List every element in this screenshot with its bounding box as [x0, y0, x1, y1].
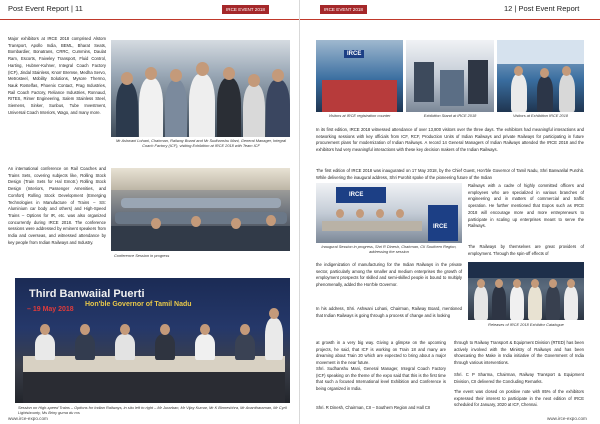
rted-paragraph: through to Railway Transport & Equipment Division (RTED) has been actively involved with the Ministry of Railways and has been showcasing the Make in India initiative of the Government of India through various interventions.	[454, 340, 584, 366]
guest-head	[495, 279, 503, 288]
employment-paragraph: The Railways by themselves are great providers of employment. Through the spin-off effects of	[468, 244, 584, 256]
photo-exhibition-stand	[406, 40, 494, 112]
panelist-head	[200, 324, 210, 335]
panelist-head	[40, 324, 50, 335]
visitor	[511, 74, 527, 112]
hall-ceiling	[111, 168, 290, 190]
indigenization-paragraph: the indigenization of manufacturing for the Indian Railways in the private sector, particularly among the smaller and medium enterprises the growth of employment prospects for skilled and semi-skilled people is bound to multiply phenomenally, added the Hon'ble Governor.	[316, 262, 462, 288]
stand-panel	[468, 60, 488, 104]
guest-head	[477, 279, 485, 288]
railways-paragraph: Railways with a cadre of highly committed officers and employees who are specialized in various branches of engineering and in matters of commercial and traffic operation. He further mentioned that Expos such as IRCE 2018 will encourage more and more entrepreneurs to participate in scaling up enterprises meant to serve the Railways.	[468, 183, 584, 229]
right-header-badge: IRCE EVENT 2018	[320, 5, 367, 14]
right-header	[300, 0, 600, 20]
guest-head	[567, 279, 575, 288]
attendance-paragraph: In its first edition, IRCE 2018 witnessed attendance of over 13,800 visitors over the three days. The exhibitors had meaningful interactions and networking sessions with key officials from ICF, RCF, Production Units of Indian Railways and private Railways for participating in future procurement plans for modernization of Indian Railways. A record 14 General Managers of Indian Railways attended the IRCE 2018 and the exhibitors had very meaningful interactions with these key decision makers of the Indian Railways.	[316, 127, 584, 153]
photo-registration-caption: Visitors at IRCE registration counter	[328, 113, 391, 118]
guest	[546, 286, 560, 320]
photo-exhibition-visit	[111, 40, 290, 137]
inauguration-paragraph: The first edition of IRCE 2018 was inaugurated on 17 May 2018, by the Chief Guest, Hon'ble Governor of Tamil Nadu, Shri Banwarilal Purohit. While delivering the inaugural address, Shri Purohit spoke of the pioneering future of the Indian	[316, 168, 584, 180]
photo-panel-caption: Session on High-speed Trains – Options for Indian Railways, in situ left to right – Mr Jurarban, Mr Vijay Kumar, Mr K Binneshhra, Mr Anantharaman, Mr Cyril Lightsbounty, Ms Briny guma du ros	[18, 405, 287, 415]
registration-counter	[322, 80, 397, 112]
irce-logo: IRCE	[346, 191, 366, 199]
crowd-head	[145, 67, 157, 80]
crowd-figure	[116, 82, 138, 137]
closing-paragraph: The event was closed on positive note with 85% of the exhibitors expressed their interest to participate in the next edition of IRCE scheduled for January, 2020 at ICF, Chennai.	[454, 389, 584, 408]
crowd-figure	[243, 84, 265, 137]
guest	[474, 286, 488, 320]
stage-front	[23, 372, 285, 403]
crowd-head	[170, 69, 182, 82]
dignitary-head	[336, 209, 344, 218]
right-header-title: 12 | Post Event Report	[504, 4, 580, 13]
panelist-head	[80, 324, 90, 335]
left-footer-url: www.irce-expo.com	[8, 416, 48, 421]
guest	[510, 286, 524, 320]
hall-ceiling	[497, 40, 584, 64]
stage-backdrop	[468, 262, 584, 278]
guest-head	[513, 279, 521, 288]
exhibitors-paragraph: Major exhibitors at IRCE 2018 comprised Alstom Transport, Apollo India, BEML, Bharat Seats, Bombardier, Bonatrans, CRRC, Cummins, Daulat Ram, Escorts, Faiveley Transport, Fluid Control, Harting, Hubner-Kuhner, Integral Coach Factory (ICF), Jindal Stainless, Knorr Bremse, Medha Servo, Metrosteel, Mobility Solutions, Mysore Thermo, Nauk Rostelfas, Phoenix Contact, Prag Industries, Rail Coach Factory, Reliance Industries, Ronnaud, RITES, Rimer Engineering, Salem Stainless Steel, Siemens, Sinker, Sunbus, Tube Investment, Universal Coach Interiors, Wago, and many more.	[8, 36, 106, 115]
banner-title: Third Banwaiial Puerti	[29, 288, 145, 300]
podium-logo: IRCE	[430, 223, 450, 231]
dais-table	[322, 221, 422, 231]
panelist	[35, 334, 55, 360]
crowd-head	[121, 72, 133, 85]
banner-subtitle: Hon'ble Governor of Tamil Nadu	[85, 301, 192, 308]
stand-panel	[440, 70, 464, 106]
guest	[492, 286, 506, 320]
guest	[528, 286, 542, 320]
speaker-standing	[265, 318, 283, 360]
dignitary-head	[356, 209, 364, 218]
panelist	[235, 334, 255, 360]
crowd-head	[248, 74, 260, 87]
banner-date: – 19 May 2018	[27, 306, 74, 313]
growth-paragraph: at growth in a very big way. Giving a glimpse on the upcoming projects, he said, that ICF is working on Train 18 and many are dreaming about Train 20 which are expected to bring about a major movement in the near future.	[316, 340, 446, 366]
irce-logo: IRCE	[344, 50, 364, 58]
speaker-head	[269, 308, 279, 319]
photo-inaugural-caption: Inaugural Session in progress, Shri R Dinesh, Chairman, CII Southern Region, addressing the session	[321, 244, 457, 254]
photo-conference-session	[111, 168, 290, 251]
lohani-paragraph: In his address, Shri. Ashwani Lohani, Chairman, Railway Board, mentioned that Indian Railways is going through a process of change and is looking	[316, 306, 462, 318]
crowd-figure	[217, 78, 241, 137]
visitor-head	[540, 68, 549, 78]
audience-row	[115, 212, 287, 224]
photo-catalogue-caption: Releases of IRCE 2018 Exhibitor Catalogue	[488, 322, 564, 327]
attendee-head	[151, 218, 161, 229]
visitor	[559, 74, 575, 112]
crowd-figure	[165, 80, 187, 137]
panelist	[195, 334, 215, 360]
crowd-head	[196, 62, 209, 76]
dignitary-head	[376, 209, 384, 218]
photo-visitors	[497, 40, 584, 112]
photo-visitors-caption: Visitors at Exhibition IRCE 2018	[512, 113, 569, 118]
panelist	[115, 334, 135, 360]
crowd-head	[272, 69, 284, 82]
left-header-title: Post Event Report | 11	[8, 4, 83, 13]
right-page	[300, 0, 600, 424]
photo-registration	[316, 40, 403, 112]
crowd-figure	[266, 80, 290, 137]
stand-panel	[414, 62, 434, 102]
panelist-head	[160, 324, 170, 335]
left-header-badge: IRCE EVENT 2018	[222, 5, 269, 14]
audience-row	[111, 226, 290, 251]
photo-catalogue-release	[468, 262, 584, 320]
guest-head	[531, 279, 539, 288]
crowd-figure	[189, 74, 215, 137]
photo-inaugural-session	[316, 183, 462, 243]
guest-head	[549, 279, 557, 288]
visitor-head	[514, 66, 523, 76]
audience-row	[121, 198, 281, 208]
panelist-head	[120, 324, 130, 335]
visitor-head	[562, 66, 571, 76]
mani-paragraph: Shri. Sudhanshu Mani, General Manager, Integral Coach Factory (ICF) speaking on the theme of the expo said that this is the first time that such a focused International level Exhibition and Conference is being organized in India.	[316, 366, 446, 392]
attendee-head	[231, 218, 241, 229]
conference-paragraph: An international conference on Rail Coaches and Trains Sets, covering subjects like, Rolling Stock Design (Train Sets for Hal Emotr.) Rolling Stock Design (Interiors, Passenger Amenities, and Comfort) Rolling Stock Development (Emerging Technologies in Manufacture of Trains – SS: Aluminium car body and others) and High-Speed Trains – Options for IR, etc. was also organized concurrently during IRCE 2018. The conference sessions were addressed by eminent speakers from India and overseas, and witnessed attendance by key people from Indian Railways and Industry.	[8, 166, 106, 245]
photo-panel-session	[15, 278, 290, 403]
dignitary-head	[396, 209, 404, 218]
left-header	[0, 0, 300, 20]
visitor	[537, 76, 553, 112]
dinesh-paragraph: Shri. R Dinesh, Chairman, CII – Southern Region and Hall CII	[316, 405, 431, 410]
guest	[564, 286, 578, 320]
right-footer-url: www.irce-expo.com	[547, 416, 587, 421]
panelist	[75, 334, 95, 360]
photo-stand-caption: Exhibition Stand at IRCE 2018	[423, 113, 477, 118]
crowd-head	[223, 67, 235, 80]
concluding-paragraph: Shri. C P Sharma, Chairman, Railway Transport & Equipment Division, CII delivered the Concluding Remarks.	[454, 372, 584, 384]
attendee-head	[266, 215, 276, 226]
photo-conference-caption: Conference Session in progress	[114, 253, 170, 258]
panelist	[155, 334, 175, 360]
attendee-head	[191, 216, 201, 227]
crowd-figure	[139, 78, 163, 137]
photo-exhibition-caption: Mr Ashwani Lohani, Chairman, Railway Board and Mr Sudhanshu Mani, General Manager, Integral Coach Factory (ICF), visiting Exhibition at IRCE 2018 with Team ICF	[115, 138, 287, 148]
panelist-head	[240, 324, 250, 335]
